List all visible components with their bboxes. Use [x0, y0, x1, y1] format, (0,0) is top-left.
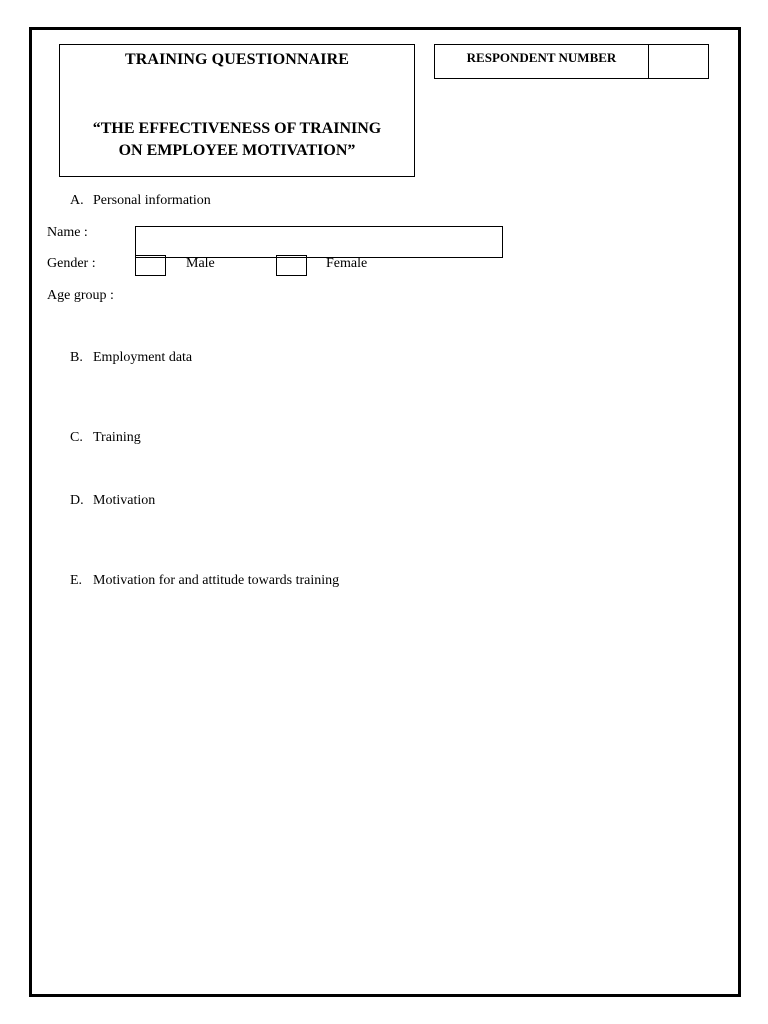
respondent-number-label: RESPONDENT NUMBER [466, 50, 617, 65]
section-a-letter: A. [70, 193, 84, 208]
section-d-title: Motivation [93, 493, 156, 508]
subtitle-line-2: ON EMPLOYEE MOTIVATION” [118, 142, 356, 159]
age-group-label: Age group : [47, 288, 114, 303]
section-e-heading [70, 573, 339, 589]
section-c-letter: C. [70, 430, 83, 445]
respondent-number-field[interactable] [648, 44, 710, 79]
subtitle-line-1: “THE EFFECTIVENESS OF TRAINING [92, 120, 382, 137]
section-b-title: Employment data [93, 350, 193, 365]
section-c-heading [70, 430, 141, 446]
questionnaire-title: TRAINING QUESTIONNAIRE [124, 51, 350, 68]
respondent-number-box [434, 44, 709, 79]
section-d-heading [70, 493, 155, 509]
section-c-title: Training [93, 430, 141, 445]
section-b-heading [70, 350, 192, 366]
section-a-heading [70, 193, 211, 209]
male-checkbox[interactable] [135, 255, 166, 276]
name-field[interactable] [135, 226, 503, 258]
name-label: Name : [47, 225, 88, 240]
section-b-letter: B. [70, 350, 83, 365]
female-label: Female [326, 256, 368, 271]
section-e-letter: E. [70, 573, 83, 588]
gender-label: Gender : [47, 256, 96, 271]
title-box [59, 44, 415, 177]
questionnaire-subtitle [60, 118, 414, 162]
male-label: Male [186, 256, 215, 271]
section-a-title: Personal information [93, 193, 211, 208]
female-checkbox[interactable] [276, 255, 307, 276]
section-d-letter: D. [70, 493, 84, 508]
section-e-title: Motivation for and attitude towards training [93, 573, 340, 588]
